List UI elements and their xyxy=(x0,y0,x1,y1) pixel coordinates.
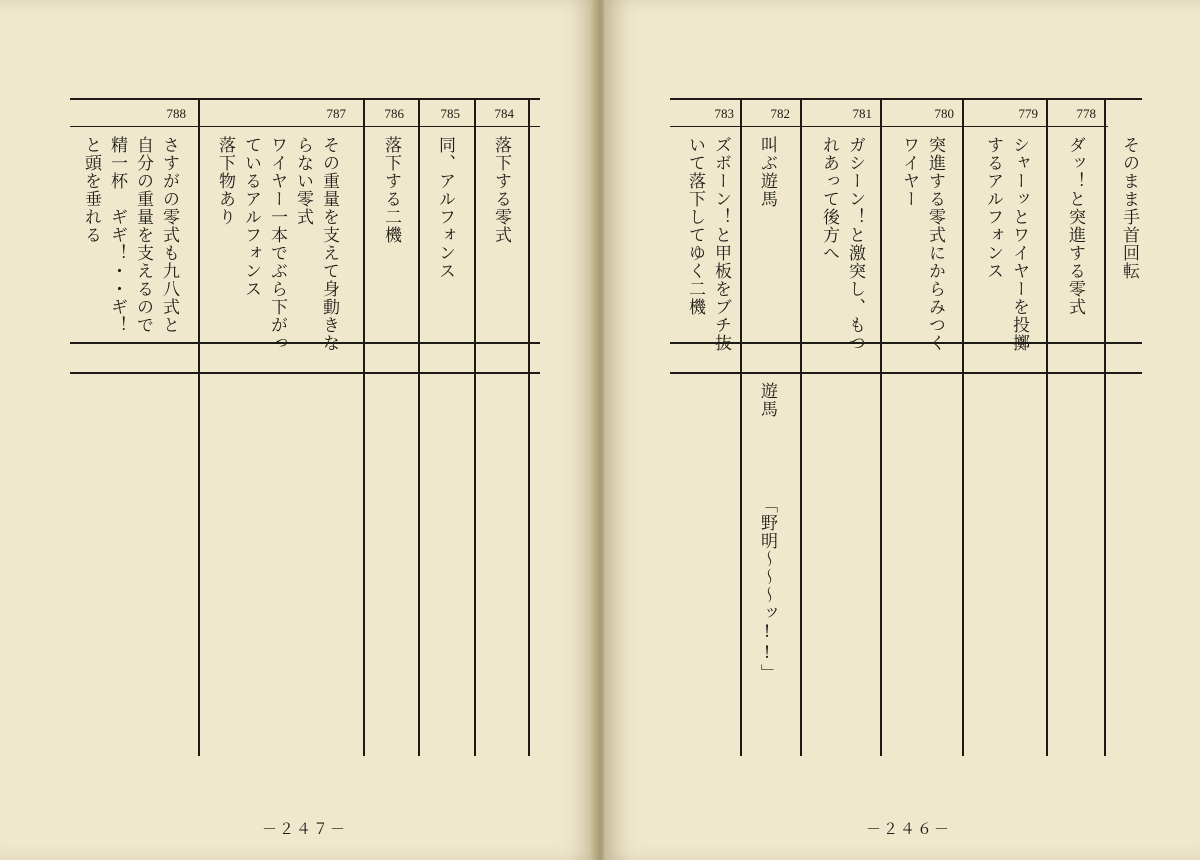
cut-action-text: ガシーン！と激突し、もつ れあって後方へ xyxy=(819,136,865,352)
cut-action-text: 落下する零式 xyxy=(491,136,511,244)
cut-number: 782 xyxy=(770,106,790,121)
cut-number: 781 xyxy=(852,106,872,121)
cut-number: 786 xyxy=(384,106,404,121)
cut-number: 779 xyxy=(1018,106,1038,121)
cut-number: 780 xyxy=(934,106,954,121)
column-divider xyxy=(880,98,882,756)
column-divider xyxy=(418,98,420,756)
cut-action-text: 叫ぶ遊馬 xyxy=(757,136,777,208)
right-page xyxy=(604,0,1200,860)
column-divider xyxy=(1046,98,1048,756)
cut-action-text: さすがの零式も九八式と 自分の重量を支えるので 精一杯 ギギ！・・ギ！ と頭を垂れる xyxy=(81,136,179,334)
page-number: －２４６－ xyxy=(866,822,952,838)
column-divider xyxy=(962,98,964,756)
dialogue-line: 「野明〜〜〜ッ!!」 xyxy=(757,496,777,682)
column-divider xyxy=(474,98,476,756)
cut-action-text: そのまま手首回転 xyxy=(1119,136,1139,280)
dialogue-speaker: 遊馬 xyxy=(757,382,777,418)
cut-number: 778 xyxy=(1076,106,1096,121)
column-divider xyxy=(198,98,200,756)
column-divider xyxy=(363,98,365,756)
column-divider xyxy=(528,98,530,756)
cut-action-text: 落下する二機 xyxy=(381,136,401,244)
cut-number: 788 xyxy=(166,106,186,121)
table-header-rule xyxy=(70,126,540,127)
page-number: －２４７－ xyxy=(262,822,348,838)
column-divider xyxy=(740,98,742,756)
cut-action-text: ズボーン！と甲板をブチ抜 いて落下してゆく二機 xyxy=(685,136,731,352)
column-divider xyxy=(1104,98,1106,756)
column-divider xyxy=(800,98,802,756)
cut-action-text: 同、アルフォンス xyxy=(435,136,455,280)
cut-action-text: シャーッとワイヤーを投擲 するアルフォンス xyxy=(983,136,1029,352)
table-dialogue-rule xyxy=(70,372,540,374)
left-page xyxy=(0,0,596,860)
cut-number: 787 xyxy=(326,106,346,121)
cut-number: 784 xyxy=(494,106,514,121)
table-top-rule xyxy=(70,98,540,100)
cut-number: 783 xyxy=(714,106,734,121)
cut-action-text: その重量を支えて身動きな らない零式 ワイヤー一本でぶら下がっ ているアルフォンス 落下物あり xyxy=(215,136,339,352)
cut-action-text: 突進する零式にからみつく ワイヤー xyxy=(899,136,945,352)
cut-number: 785 xyxy=(440,106,460,121)
table-header-rule xyxy=(670,126,1108,127)
cut-action-text: ダッ！と突進する零式 xyxy=(1065,136,1085,316)
